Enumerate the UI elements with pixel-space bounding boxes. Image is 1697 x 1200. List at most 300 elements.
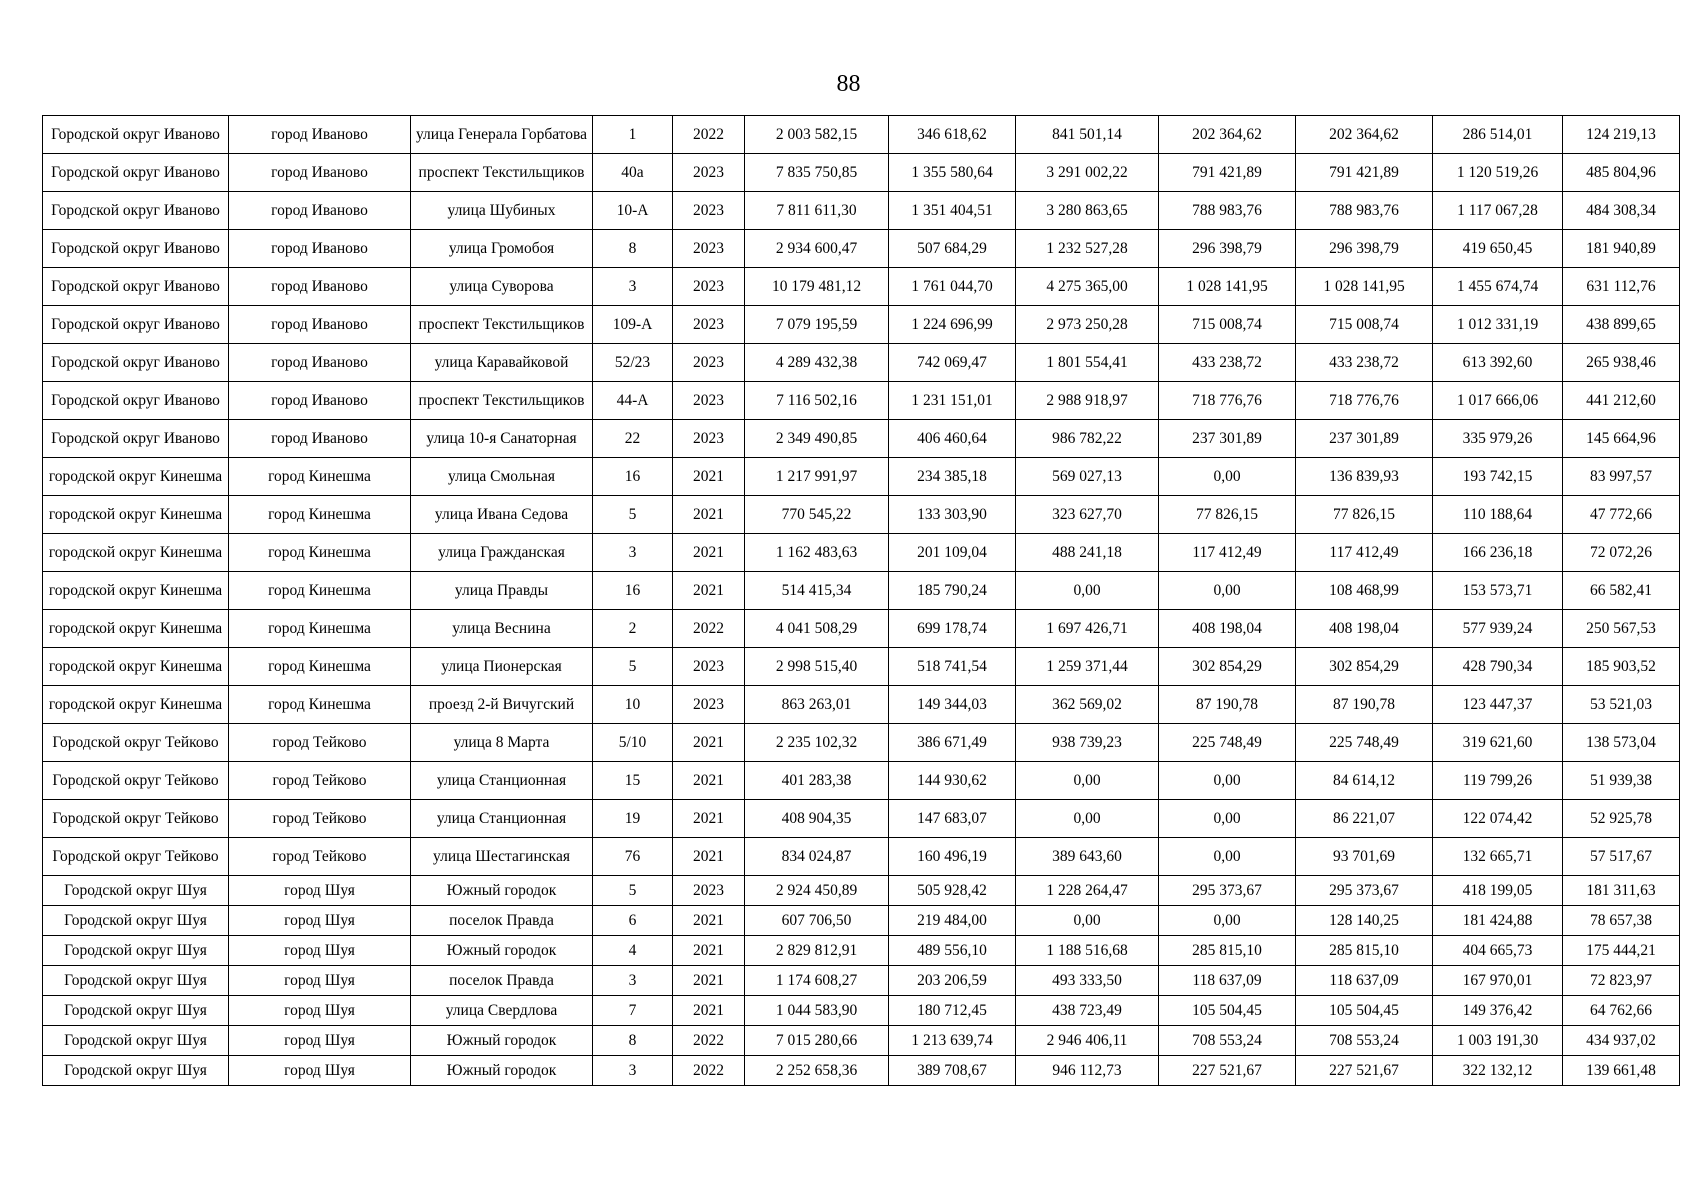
cost-cell-1: 507 684,29 xyxy=(889,230,1016,268)
cost-cell-3: 718 776,76 xyxy=(1159,382,1296,420)
cost-cell-1: 180 712,45 xyxy=(889,996,1016,1026)
municipality-cell: Городской округ Шуя xyxy=(43,1056,229,1086)
house-number-cell: 3 xyxy=(593,1056,673,1086)
cost-cell-5: 404 665,73 xyxy=(1433,936,1563,966)
cost-cell-4: 295 373,67 xyxy=(1296,876,1433,906)
year-cell: 2023 xyxy=(673,344,745,382)
total-cost-cell: 2 003 582,15 xyxy=(745,116,889,154)
cost-cell-3: 0,00 xyxy=(1159,458,1296,496)
cost-cell-3: 0,00 xyxy=(1159,762,1296,800)
cost-cell-1: 1 224 696,99 xyxy=(889,306,1016,344)
cost-cell-3: 105 504,45 xyxy=(1159,996,1296,1026)
street-cell: улица Станционная xyxy=(411,800,593,838)
cost-cell-4: 202 364,62 xyxy=(1296,116,1433,154)
house-number-cell: 10 xyxy=(593,686,673,724)
cost-cell-3: 295 373,67 xyxy=(1159,876,1296,906)
cost-cell-5: 577 939,24 xyxy=(1433,610,1563,648)
year-cell: 2021 xyxy=(673,906,745,936)
cost-cell-5: 1 120 519,26 xyxy=(1433,154,1563,192)
cost-cell-2: 841 501,14 xyxy=(1016,116,1159,154)
year-cell: 2021 xyxy=(673,800,745,838)
cost-cell-6: 51 939,38 xyxy=(1563,762,1680,800)
cost-cell-4: 285 815,10 xyxy=(1296,936,1433,966)
cost-cell-5: 110 188,64 xyxy=(1433,496,1563,534)
house-number-cell: 6 xyxy=(593,906,673,936)
municipality-cell: Городской округ Шуя xyxy=(43,966,229,996)
municipality-cell: городской округ Кинешма xyxy=(43,648,229,686)
cost-cell-3: 0,00 xyxy=(1159,838,1296,876)
municipality-cell: городской округ Кинешма xyxy=(43,610,229,648)
cost-cell-6: 185 903,52 xyxy=(1563,648,1680,686)
cost-cell-5: 319 621,60 xyxy=(1433,724,1563,762)
cost-cell-6: 250 567,53 xyxy=(1563,610,1680,648)
cost-cell-6: 181 940,89 xyxy=(1563,230,1680,268)
cost-cell-5: 119 799,26 xyxy=(1433,762,1563,800)
cost-cell-5: 149 376,42 xyxy=(1433,996,1563,1026)
municipality-cell: Городской округ Иваново xyxy=(43,306,229,344)
total-cost-cell: 1 174 608,27 xyxy=(745,966,889,996)
cost-cell-5: 122 074,42 xyxy=(1433,800,1563,838)
cost-cell-6: 138 573,04 xyxy=(1563,724,1680,762)
house-number-cell: 2 xyxy=(593,610,673,648)
cost-cell-6: 52 925,78 xyxy=(1563,800,1680,838)
house-number-cell: 8 xyxy=(593,230,673,268)
cost-cell-3: 788 983,76 xyxy=(1159,192,1296,230)
table-row xyxy=(43,648,1680,686)
cost-cell-2: 1 188 516,68 xyxy=(1016,936,1159,966)
settlement-cell: город Шуя xyxy=(229,876,411,906)
cost-cell-6: 484 308,34 xyxy=(1563,192,1680,230)
year-cell: 2021 xyxy=(673,838,745,876)
table-row xyxy=(43,996,1680,1026)
cost-cell-3: 225 748,49 xyxy=(1159,724,1296,762)
municipality-cell: городской округ Кинешма xyxy=(43,496,229,534)
table-row xyxy=(43,268,1680,306)
cost-cell-3: 118 637,09 xyxy=(1159,966,1296,996)
street-cell: улица Шестагинская xyxy=(411,838,593,876)
cost-cell-3: 715 008,74 xyxy=(1159,306,1296,344)
cost-cell-6: 47 772,66 xyxy=(1563,496,1680,534)
municipality-cell: Городской округ Тейково xyxy=(43,762,229,800)
total-cost-cell: 834 024,87 xyxy=(745,838,889,876)
cost-cell-4: 117 412,49 xyxy=(1296,534,1433,572)
total-cost-cell: 2 252 658,36 xyxy=(745,1056,889,1086)
house-number-cell: 4 xyxy=(593,936,673,966)
cost-cell-4: 108 468,99 xyxy=(1296,572,1433,610)
cost-cell-3: 433 238,72 xyxy=(1159,344,1296,382)
total-cost-cell: 1 162 483,63 xyxy=(745,534,889,572)
house-number-cell: 22 xyxy=(593,420,673,458)
total-cost-cell: 1 217 991,97 xyxy=(745,458,889,496)
cost-cell-3: 227 521,67 xyxy=(1159,1056,1296,1086)
cost-cell-6: 438 899,65 xyxy=(1563,306,1680,344)
table-row xyxy=(43,838,1680,876)
cost-cell-4: 408 198,04 xyxy=(1296,610,1433,648)
table-body xyxy=(43,116,1680,1086)
cost-cell-6: 66 582,41 xyxy=(1563,572,1680,610)
cost-cell-6: 139 661,48 xyxy=(1563,1056,1680,1086)
cost-cell-1: 406 460,64 xyxy=(889,420,1016,458)
cost-cell-2: 3 280 863,65 xyxy=(1016,192,1159,230)
cost-cell-3: 285 815,10 xyxy=(1159,936,1296,966)
year-cell: 2022 xyxy=(673,1026,745,1056)
settlement-cell: город Кинешма xyxy=(229,534,411,572)
cost-cell-3: 237 301,89 xyxy=(1159,420,1296,458)
house-number-cell: 10-А xyxy=(593,192,673,230)
total-cost-cell: 2 934 600,47 xyxy=(745,230,889,268)
table-row xyxy=(43,496,1680,534)
cost-cell-5: 1 455 674,74 xyxy=(1433,268,1563,306)
total-cost-cell: 10 179 481,12 xyxy=(745,268,889,306)
total-cost-cell: 4 041 508,29 xyxy=(745,610,889,648)
street-cell: Южный городок xyxy=(411,1056,593,1086)
total-cost-cell: 4 289 432,38 xyxy=(745,344,889,382)
street-cell: Южный городок xyxy=(411,936,593,966)
total-cost-cell: 7 116 502,16 xyxy=(745,382,889,420)
municipality-cell: Городской округ Иваново xyxy=(43,382,229,420)
cost-cell-6: 72 072,26 xyxy=(1563,534,1680,572)
house-number-cell: 109-А xyxy=(593,306,673,344)
cost-cell-6: 441 212,60 xyxy=(1563,382,1680,420)
table-row xyxy=(43,382,1680,420)
house-number-cell: 16 xyxy=(593,572,673,610)
total-cost-cell: 770 545,22 xyxy=(745,496,889,534)
year-cell: 2023 xyxy=(673,686,745,724)
table-row xyxy=(43,230,1680,268)
cost-cell-1: 185 790,24 xyxy=(889,572,1016,610)
house-number-cell: 1 xyxy=(593,116,673,154)
cost-cell-3: 77 826,15 xyxy=(1159,496,1296,534)
cost-cell-4: 227 521,67 xyxy=(1296,1056,1433,1086)
street-cell: улица Веснина xyxy=(411,610,593,648)
municipality-cell: Городской округ Шуя xyxy=(43,876,229,906)
settlement-cell: город Тейково xyxy=(229,800,411,838)
house-number-cell: 3 xyxy=(593,268,673,306)
cost-cell-5: 419 650,45 xyxy=(1433,230,1563,268)
cost-cell-2: 2 973 250,28 xyxy=(1016,306,1159,344)
table-row xyxy=(43,876,1680,906)
cost-cell-3: 1 028 141,95 xyxy=(1159,268,1296,306)
settlement-cell: город Шуя xyxy=(229,1056,411,1086)
settlement-cell: город Кинешма xyxy=(229,572,411,610)
year-cell: 2021 xyxy=(673,724,745,762)
cost-cell-1: 505 928,42 xyxy=(889,876,1016,906)
street-cell: улица Ивана Седова xyxy=(411,496,593,534)
cost-cell-2: 986 782,22 xyxy=(1016,420,1159,458)
cost-cell-3: 87 190,78 xyxy=(1159,686,1296,724)
cost-cell-2: 1 801 554,41 xyxy=(1016,344,1159,382)
settlement-cell: город Иваново xyxy=(229,344,411,382)
municipality-cell: городской округ Кинешма xyxy=(43,458,229,496)
cost-cell-2: 1 232 527,28 xyxy=(1016,230,1159,268)
house-number-cell: 76 xyxy=(593,838,673,876)
municipality-cell: Городской округ Шуя xyxy=(43,936,229,966)
total-cost-cell: 863 263,01 xyxy=(745,686,889,724)
table-row xyxy=(43,686,1680,724)
cost-cell-2: 4 275 365,00 xyxy=(1016,268,1159,306)
settlement-cell: город Иваново xyxy=(229,192,411,230)
cost-cell-3: 202 364,62 xyxy=(1159,116,1296,154)
year-cell: 2021 xyxy=(673,572,745,610)
table-row xyxy=(43,800,1680,838)
total-cost-cell: 2 349 490,85 xyxy=(745,420,889,458)
municipality-cell: Городской округ Иваново xyxy=(43,154,229,192)
cost-cell-4: 302 854,29 xyxy=(1296,648,1433,686)
cost-cell-2: 938 739,23 xyxy=(1016,724,1159,762)
settlement-cell: город Кинешма xyxy=(229,458,411,496)
cost-cell-1: 144 930,62 xyxy=(889,762,1016,800)
cost-cell-3: 117 412,49 xyxy=(1159,534,1296,572)
year-cell: 2021 xyxy=(673,534,745,572)
settlement-cell: город Иваново xyxy=(229,116,411,154)
cost-cell-1: 201 109,04 xyxy=(889,534,1016,572)
settlement-cell: город Кинешма xyxy=(229,610,411,648)
year-cell: 2021 xyxy=(673,936,745,966)
cost-cell-3: 0,00 xyxy=(1159,572,1296,610)
cost-cell-1: 219 484,00 xyxy=(889,906,1016,936)
total-cost-cell: 2 235 102,32 xyxy=(745,724,889,762)
cost-cell-5: 418 199,05 xyxy=(1433,876,1563,906)
year-cell: 2023 xyxy=(673,648,745,686)
year-cell: 2023 xyxy=(673,876,745,906)
cost-cell-1: 133 303,90 xyxy=(889,496,1016,534)
cost-cell-6: 265 938,46 xyxy=(1563,344,1680,382)
year-cell: 2023 xyxy=(673,154,745,192)
house-number-cell: 5 xyxy=(593,496,673,534)
cost-cell-2: 389 643,60 xyxy=(1016,838,1159,876)
cost-cell-2: 946 112,73 xyxy=(1016,1056,1159,1086)
cost-cell-2: 323 627,70 xyxy=(1016,496,1159,534)
municipality-cell: Городской округ Иваново xyxy=(43,230,229,268)
street-cell: улица Гражданская xyxy=(411,534,593,572)
table-row xyxy=(43,192,1680,230)
municipality-cell: городской округ Кинешма xyxy=(43,534,229,572)
table-row xyxy=(43,534,1680,572)
municipality-cell: Городской округ Тейково xyxy=(43,800,229,838)
settlement-cell: город Иваново xyxy=(229,154,411,192)
cost-cell-1: 389 708,67 xyxy=(889,1056,1016,1086)
table-row xyxy=(43,1026,1680,1056)
house-number-cell: 7 xyxy=(593,996,673,1026)
settlement-cell: город Иваново xyxy=(229,306,411,344)
cost-cell-1: 1 761 044,70 xyxy=(889,268,1016,306)
cost-cell-1: 1 213 639,74 xyxy=(889,1026,1016,1056)
year-cell: 2023 xyxy=(673,420,745,458)
street-cell: улица 10-я Санаторная xyxy=(411,420,593,458)
table-row xyxy=(43,724,1680,762)
cost-cell-2: 569 027,13 xyxy=(1016,458,1159,496)
municipality-cell: городской округ Кинешма xyxy=(43,686,229,724)
total-cost-cell: 2 998 515,40 xyxy=(745,648,889,686)
year-cell: 2022 xyxy=(673,1056,745,1086)
cost-cell-4: 118 637,09 xyxy=(1296,966,1433,996)
cost-cell-5: 1 003 191,30 xyxy=(1433,1026,1563,1056)
total-cost-cell: 2 924 450,89 xyxy=(745,876,889,906)
year-cell: 2021 xyxy=(673,762,745,800)
municipality-cell: Городской округ Иваново xyxy=(43,268,229,306)
street-cell: проезд 2-й Вичугский xyxy=(411,686,593,724)
cost-cell-6: 57 517,67 xyxy=(1563,838,1680,876)
cost-cell-4: 715 008,74 xyxy=(1296,306,1433,344)
cost-cell-5: 167 970,01 xyxy=(1433,966,1563,996)
total-cost-cell: 7 015 280,66 xyxy=(745,1026,889,1056)
settlement-cell: город Шуя xyxy=(229,966,411,996)
house-number-cell: 52/23 xyxy=(593,344,673,382)
settlement-cell: город Тейково xyxy=(229,762,411,800)
table-row xyxy=(43,966,1680,996)
cost-cell-2: 0,00 xyxy=(1016,906,1159,936)
municipality-cell: Городской округ Иваново xyxy=(43,192,229,230)
municipality-cell: Городской округ Шуя xyxy=(43,996,229,1026)
settlement-cell: город Кинешма xyxy=(229,496,411,534)
street-cell: улица Станционная xyxy=(411,762,593,800)
table-row xyxy=(43,572,1680,610)
cost-cell-6: 53 521,03 xyxy=(1563,686,1680,724)
cost-cell-4: 1 028 141,95 xyxy=(1296,268,1433,306)
street-cell: улица Суворова xyxy=(411,268,593,306)
street-cell: проспект Текстильщиков xyxy=(411,306,593,344)
house-number-cell: 8 xyxy=(593,1026,673,1056)
cost-cell-4: 237 301,89 xyxy=(1296,420,1433,458)
cost-cell-2: 488 241,18 xyxy=(1016,534,1159,572)
cost-cell-1: 346 618,62 xyxy=(889,116,1016,154)
cost-cell-5: 166 236,18 xyxy=(1433,534,1563,572)
cost-cell-1: 160 496,19 xyxy=(889,838,1016,876)
cost-cell-4: 788 983,76 xyxy=(1296,192,1433,230)
year-cell: 2023 xyxy=(673,382,745,420)
cost-cell-4: 84 614,12 xyxy=(1296,762,1433,800)
municipality-cell: Городской округ Иваново xyxy=(43,344,229,382)
cost-cell-2: 3 291 002,22 xyxy=(1016,154,1159,192)
cost-cell-2: 1 259 371,44 xyxy=(1016,648,1159,686)
cost-cell-4: 77 826,15 xyxy=(1296,496,1433,534)
table-row xyxy=(43,154,1680,192)
settlement-cell: город Шуя xyxy=(229,996,411,1026)
total-cost-cell: 7 835 750,85 xyxy=(745,154,889,192)
cost-cell-2: 493 333,50 xyxy=(1016,966,1159,996)
municipality-cell: Городской округ Тейково xyxy=(43,724,229,762)
cost-cell-5: 123 447,37 xyxy=(1433,686,1563,724)
cost-cell-4: 136 839,93 xyxy=(1296,458,1433,496)
cost-cell-6: 175 444,21 xyxy=(1563,936,1680,966)
cost-cell-2: 0,00 xyxy=(1016,572,1159,610)
municipality-cell: городской округ Кинешма xyxy=(43,572,229,610)
year-cell: 2023 xyxy=(673,306,745,344)
settlement-cell: город Иваново xyxy=(229,268,411,306)
cost-cell-5: 1 012 331,19 xyxy=(1433,306,1563,344)
year-cell: 2021 xyxy=(673,996,745,1026)
house-number-cell: 19 xyxy=(593,800,673,838)
cost-cell-5: 1 017 666,06 xyxy=(1433,382,1563,420)
cost-cell-5: 1 117 067,28 xyxy=(1433,192,1563,230)
street-cell: улица Правды xyxy=(411,572,593,610)
cost-cell-5: 428 790,34 xyxy=(1433,648,1563,686)
house-number-cell: 5 xyxy=(593,876,673,906)
settlement-cell: город Иваново xyxy=(229,230,411,268)
settlement-cell: город Кинешма xyxy=(229,686,411,724)
settlement-cell: город Иваново xyxy=(229,382,411,420)
cost-cell-4: 93 701,69 xyxy=(1296,838,1433,876)
year-cell: 2021 xyxy=(673,496,745,534)
table-row xyxy=(43,306,1680,344)
cost-cell-1: 699 178,74 xyxy=(889,610,1016,648)
total-cost-cell: 401 283,38 xyxy=(745,762,889,800)
street-cell: проспект Текстильщиков xyxy=(411,382,593,420)
cost-cell-3: 0,00 xyxy=(1159,906,1296,936)
cost-cell-5: 286 514,01 xyxy=(1433,116,1563,154)
cost-cell-3: 791 421,89 xyxy=(1159,154,1296,192)
cost-cell-4: 433 238,72 xyxy=(1296,344,1433,382)
total-cost-cell: 607 706,50 xyxy=(745,906,889,936)
table-row xyxy=(43,116,1680,154)
table-row xyxy=(43,1056,1680,1086)
cost-cell-1: 234 385,18 xyxy=(889,458,1016,496)
cost-cell-2: 2 946 406,11 xyxy=(1016,1026,1159,1056)
cost-cell-5: 322 132,12 xyxy=(1433,1056,1563,1086)
cost-cell-1: 489 556,10 xyxy=(889,936,1016,966)
cost-cell-1: 1 355 580,64 xyxy=(889,154,1016,192)
year-cell: 2021 xyxy=(673,458,745,496)
house-number-cell: 3 xyxy=(593,534,673,572)
cost-cell-5: 132 665,71 xyxy=(1433,838,1563,876)
cost-cell-6: 83 997,57 xyxy=(1563,458,1680,496)
street-cell: улица Громобоя xyxy=(411,230,593,268)
street-cell: улица Генерала Горбатова xyxy=(411,116,593,154)
cost-cell-6: 631 112,76 xyxy=(1563,268,1680,306)
cost-cell-1: 1 351 404,51 xyxy=(889,192,1016,230)
year-cell: 2023 xyxy=(673,230,745,268)
cost-cell-6: 181 311,63 xyxy=(1563,876,1680,906)
street-cell: Южный городок xyxy=(411,876,593,906)
cost-cell-4: 105 504,45 xyxy=(1296,996,1433,1026)
cost-cell-1: 203 206,59 xyxy=(889,966,1016,996)
settlement-cell: город Шуя xyxy=(229,906,411,936)
cost-cell-5: 181 424,88 xyxy=(1433,906,1563,936)
street-cell: поселок Правда xyxy=(411,906,593,936)
street-cell: улица Свердлова xyxy=(411,996,593,1026)
street-cell: Южный городок xyxy=(411,1026,593,1056)
cost-cell-4: 128 140,25 xyxy=(1296,906,1433,936)
year-cell: 2023 xyxy=(673,268,745,306)
street-cell: улица 8 Марта xyxy=(411,724,593,762)
municipality-cell: Городской округ Иваново xyxy=(43,420,229,458)
cost-cell-1: 386 671,49 xyxy=(889,724,1016,762)
cost-cell-4: 708 553,24 xyxy=(1296,1026,1433,1056)
settlement-cell: город Шуя xyxy=(229,1026,411,1056)
cost-cell-3: 302 854,29 xyxy=(1159,648,1296,686)
cost-cell-6: 72 823,97 xyxy=(1563,966,1680,996)
table-row xyxy=(43,344,1680,382)
cost-cell-1: 147 683,07 xyxy=(889,800,1016,838)
cost-cell-2: 2 988 918,97 xyxy=(1016,382,1159,420)
cost-cell-4: 296 398,79 xyxy=(1296,230,1433,268)
year-cell: 2023 xyxy=(673,192,745,230)
cost-cell-5: 153 573,71 xyxy=(1433,572,1563,610)
cost-cell-1: 518 741,54 xyxy=(889,648,1016,686)
cost-cell-2: 438 723,49 xyxy=(1016,996,1159,1026)
total-cost-cell: 2 829 812,91 xyxy=(745,936,889,966)
settlement-cell: город Тейково xyxy=(229,724,411,762)
house-number-cell: 44-А xyxy=(593,382,673,420)
cost-cell-3: 296 398,79 xyxy=(1159,230,1296,268)
settlement-cell: город Тейково xyxy=(229,838,411,876)
table-row xyxy=(43,610,1680,648)
cost-cell-2: 1 228 264,47 xyxy=(1016,876,1159,906)
street-cell: проспект Текстильщиков xyxy=(411,154,593,192)
cost-cell-1: 1 231 151,01 xyxy=(889,382,1016,420)
table-row xyxy=(43,762,1680,800)
cost-cell-3: 708 553,24 xyxy=(1159,1026,1296,1056)
